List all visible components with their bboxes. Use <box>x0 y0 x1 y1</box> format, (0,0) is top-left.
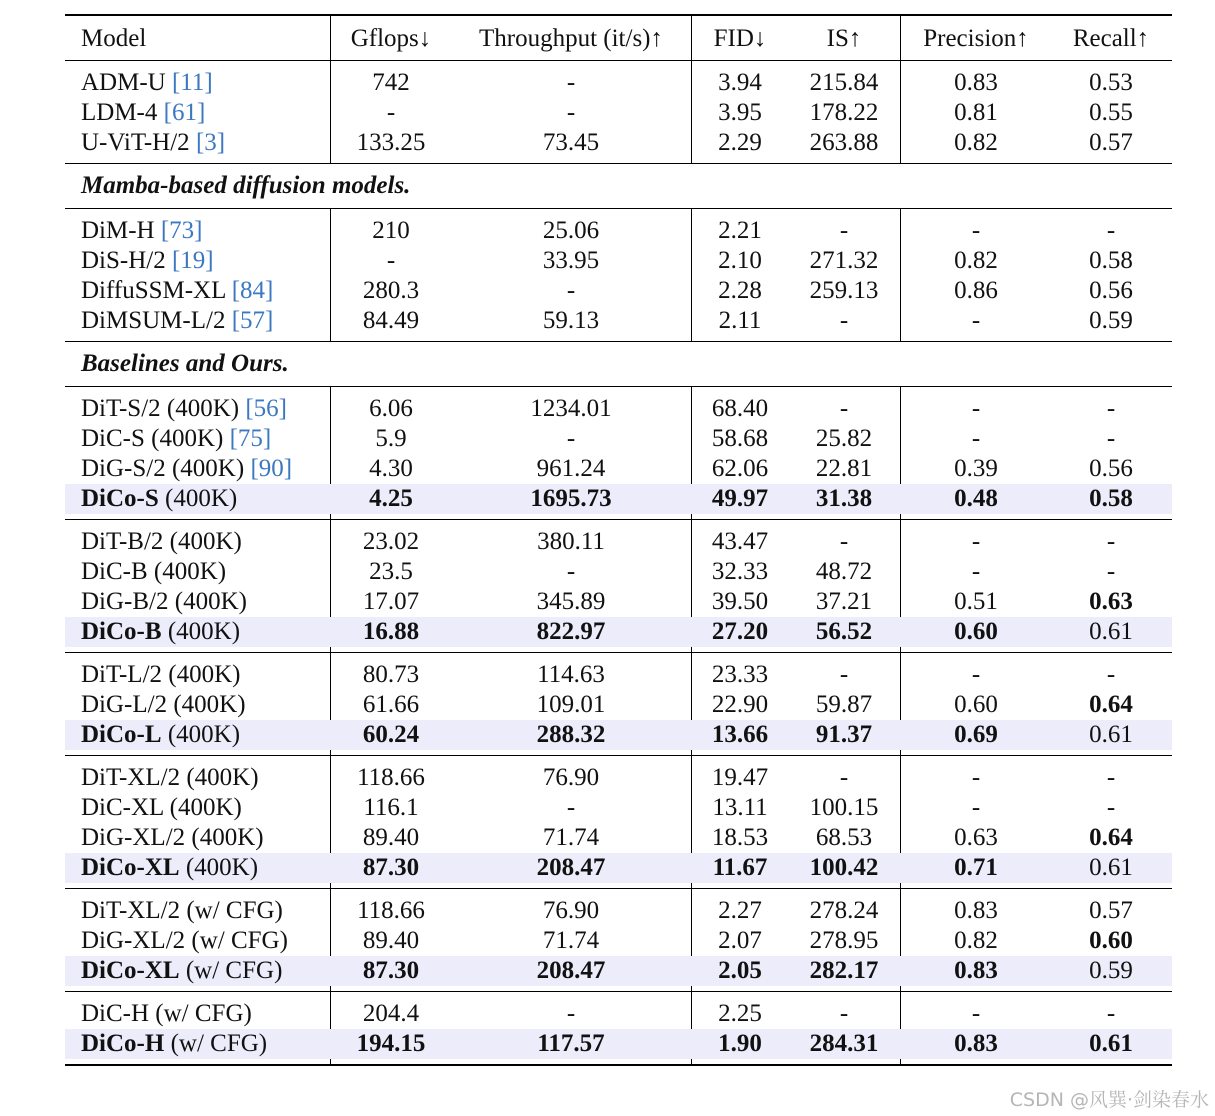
precision-cell: - <box>971 1000 981 1027</box>
gflops-cell: 23.5 <box>369 558 413 585</box>
gflops-cell: 133.25 <box>356 129 426 156</box>
is-cell: - <box>839 764 849 791</box>
model-name: DiC-H (w/ CFG) <box>81 1000 252 1027</box>
precision-cell: 0.48 <box>954 485 998 512</box>
recall-cell: 0.61 <box>1089 618 1133 645</box>
gflops-cell: 17.07 <box>362 588 420 615</box>
precision-cell: 0.86 <box>954 277 998 304</box>
precision-cell: - <box>971 661 981 688</box>
table-row <box>65 793 1172 823</box>
recall-cell: - <box>1106 217 1116 244</box>
table-row <box>65 216 1172 246</box>
recall-cell: - <box>1106 794 1116 821</box>
gflops-cell: 16.88 <box>362 618 420 645</box>
recall-cell: 0.58 <box>1089 247 1133 274</box>
model-setting: (400K) <box>158 485 238 512</box>
precision-cell: - <box>971 425 981 452</box>
throughput-cell: 822.97 <box>536 618 606 645</box>
throughput-cell: 109.01 <box>536 691 606 718</box>
fid-cell: 2.28 <box>718 277 762 304</box>
model-cell <box>81 999 252 1029</box>
gflops-cell: 89.40 <box>362 824 420 851</box>
model-cell <box>81 246 214 276</box>
table-row <box>65 926 1172 956</box>
throughput-cell: - <box>566 794 576 821</box>
is-cell: 31.38 <box>815 485 873 512</box>
model-name: DiM-H <box>81 217 161 244</box>
recall-cell: - <box>1106 528 1116 555</box>
model-cell <box>81 68 213 98</box>
precision-cell: - <box>971 307 981 334</box>
model-name: DiC-XL (400K) <box>81 794 242 821</box>
precision-cell: 0.39 <box>954 455 998 482</box>
section-title <box>65 342 1172 386</box>
table-row <box>65 999 1172 1029</box>
header-is: IS↑ <box>826 25 862 52</box>
header-recall: Recall↑ <box>1072 25 1150 52</box>
model-cell <box>81 527 242 557</box>
is-cell: 271.32 <box>809 247 879 274</box>
model-cell <box>81 896 283 926</box>
precision-cell: 0.71 <box>954 854 998 881</box>
fid-cell: 27.20 <box>711 618 769 645</box>
throughput-cell: 345.89 <box>536 588 606 615</box>
recall-cell: 0.58 <box>1089 485 1133 512</box>
table-header <box>65 16 1172 60</box>
table-row <box>65 587 1172 617</box>
table-row-ours <box>65 1029 1172 1059</box>
citation-link[interactable]: [3] <box>195 129 226 156</box>
recall-cell: - <box>1106 425 1116 452</box>
precision-cell: 0.83 <box>954 1030 998 1057</box>
model-setting: (400K) <box>161 721 241 748</box>
throughput-cell: 73.45 <box>542 129 600 156</box>
fid-cell: 22.90 <box>711 691 769 718</box>
precision-cell: 0.51 <box>954 588 998 615</box>
table-group <box>65 520 1172 652</box>
model-name: DiT-XL/2 (w/ CFG) <box>81 897 283 924</box>
is-cell: 263.88 <box>809 129 879 156</box>
table-row-ours <box>65 956 1172 986</box>
table-row <box>65 557 1172 587</box>
gflops-cell: 4.30 <box>369 455 413 482</box>
fid-cell: 2.05 <box>718 957 762 984</box>
model-setting: (400K) <box>161 618 241 645</box>
is-cell: - <box>839 395 849 422</box>
throughput-cell: - <box>566 277 576 304</box>
recall-cell: 0.60 <box>1089 927 1133 954</box>
model-cell <box>81 763 259 793</box>
model-cell <box>81 276 273 306</box>
precision-cell: - <box>971 217 981 244</box>
model-cell <box>81 720 240 750</box>
model-cell <box>81 394 287 424</box>
gflops-cell: 742 <box>372 69 410 96</box>
gflops-cell: - <box>386 99 396 126</box>
precision-cell: 0.82 <box>954 927 998 954</box>
precision-cell: 0.82 <box>954 129 998 156</box>
table-row <box>65 394 1172 424</box>
throughput-cell: 1695.73 <box>530 485 612 512</box>
model-name: DiffuSSM-XL <box>81 277 232 304</box>
precision-cell: 0.63 <box>954 824 998 851</box>
table-group <box>65 756 1172 888</box>
table-row <box>65 763 1172 793</box>
model-cell <box>81 98 205 128</box>
recall-cell: - <box>1106 395 1116 422</box>
throughput-cell: - <box>566 99 576 126</box>
is-cell: 259.13 <box>809 277 879 304</box>
is-cell: 91.37 <box>815 721 873 748</box>
citation-link[interactable]: [84] <box>231 277 274 304</box>
model-name: DiCo-XL <box>81 957 180 984</box>
throughput-cell: 208.47 <box>536 957 606 984</box>
fid-cell: 2.21 <box>718 217 762 244</box>
gflops-cell: 116.1 <box>363 794 419 821</box>
table-row <box>65 98 1172 128</box>
throughput-cell: 117.57 <box>537 1030 605 1057</box>
citation-link[interactable]: [56] <box>245 395 288 422</box>
gflops-cell: 210 <box>372 217 410 244</box>
table-row <box>65 454 1172 484</box>
fid-cell: 11.67 <box>712 854 768 881</box>
section-title-text: Baselines and Ours. <box>81 350 289 377</box>
model-name: DiT-XL/2 (400K) <box>81 764 259 791</box>
precision-cell: 0.83 <box>954 897 998 924</box>
throughput-cell: 33.95 <box>542 247 600 274</box>
table-row <box>65 306 1172 336</box>
is-cell: - <box>839 1000 849 1027</box>
model-name: ADM-U <box>81 69 172 96</box>
recall-cell: 0.64 <box>1089 824 1133 851</box>
table-body <box>65 60 1172 1064</box>
fid-cell: 49.97 <box>711 485 769 512</box>
throughput-cell: - <box>566 69 576 96</box>
model-name: U-ViT-H/2 <box>81 129 196 156</box>
citation-link[interactable]: [75] <box>229 425 272 452</box>
recall-cell: - <box>1106 661 1116 688</box>
model-name: DiT-L/2 (400K) <box>81 661 241 688</box>
model-name: DiG-S/2 (400K) <box>81 455 251 482</box>
table-row <box>65 823 1172 853</box>
table-row-ours <box>65 720 1172 750</box>
model-cell <box>81 926 288 956</box>
model-name: DiCo-B <box>81 618 162 645</box>
is-cell: 59.87 <box>815 691 873 718</box>
recall-cell: - <box>1106 764 1116 791</box>
model-cell <box>81 128 225 158</box>
precision-cell: - <box>971 764 981 791</box>
gflops-cell: 194.15 <box>356 1030 426 1057</box>
precision-cell: 0.83 <box>954 69 998 96</box>
recall-cell: 0.63 <box>1089 588 1133 615</box>
model-name: DiG-XL/2 (w/ CFG) <box>81 927 288 954</box>
model-name: DiMSUM-L/2 <box>81 307 232 334</box>
model-cell <box>81 1029 267 1059</box>
gflops-cell: 60.24 <box>362 721 420 748</box>
precision-cell: - <box>971 528 981 555</box>
recall-cell: 0.59 <box>1089 957 1133 984</box>
is-cell: 56.52 <box>815 618 873 645</box>
model-cell <box>81 424 271 454</box>
precision-cell: 0.60 <box>954 618 998 645</box>
model-name: DiG-XL/2 (400K) <box>81 824 264 851</box>
throughput-cell: 114.63 <box>537 661 605 688</box>
is-cell: 282.17 <box>809 957 879 984</box>
recall-cell: 0.64 <box>1089 691 1133 718</box>
gflops-cell: 89.40 <box>362 927 420 954</box>
is-cell: 100.42 <box>809 854 879 881</box>
model-cell <box>81 617 240 647</box>
table-row <box>65 424 1172 454</box>
table-group <box>65 889 1172 991</box>
section-title-text: Mamba-based diffusion models. <box>81 172 411 199</box>
is-cell: 37.21 <box>815 588 873 615</box>
precision-cell: 0.69 <box>954 721 998 748</box>
is-cell: 215.84 <box>809 69 879 96</box>
header-throughput: Throughput (it/s)↑ <box>478 25 664 52</box>
header-model: Model <box>81 25 147 52</box>
precision-cell: 0.83 <box>954 957 998 984</box>
model-name: DiCo-H <box>81 1030 165 1057</box>
model-cell <box>81 660 240 690</box>
table-group <box>65 209 1172 341</box>
throughput-cell: 59.13 <box>542 307 600 334</box>
model-name: LDM-4 <box>81 99 164 126</box>
header-gflops: Gflops↓ <box>350 25 432 52</box>
is-cell: - <box>839 307 849 334</box>
fid-cell: 2.25 <box>718 1000 762 1027</box>
throughput-cell: 208.47 <box>536 854 606 881</box>
fid-cell: 2.27 <box>718 897 762 924</box>
fid-cell: 68.40 <box>711 395 769 422</box>
model-cell <box>81 484 237 514</box>
citation-link[interactable]: [57] <box>231 307 274 334</box>
gflops-cell: 5.9 <box>375 425 407 452</box>
recall-cell: 0.61 <box>1089 1030 1133 1057</box>
model-setting: (w/ CFG) <box>179 957 283 984</box>
recall-cell: - <box>1106 558 1116 585</box>
recall-cell: 0.55 <box>1089 99 1133 126</box>
model-cell <box>81 853 258 883</box>
gflops-cell: 80.73 <box>362 661 420 688</box>
table-row <box>65 660 1172 690</box>
fid-cell: 2.11 <box>718 307 762 334</box>
recall-cell: 0.56 <box>1089 277 1133 304</box>
gflops-cell: 118.66 <box>357 764 425 791</box>
fid-cell: 3.95 <box>718 99 762 126</box>
recall-cell: 0.59 <box>1089 307 1133 334</box>
model-cell <box>81 216 203 246</box>
gflops-cell: 87.30 <box>362 957 420 984</box>
model-setting: (w/ CFG) <box>164 1030 268 1057</box>
is-cell: 68.53 <box>815 824 873 851</box>
is-cell: 284.31 <box>809 1030 879 1057</box>
is-cell: 100.15 <box>809 794 879 821</box>
throughput-cell: 288.32 <box>536 721 606 748</box>
model-name: DiC-S (400K) <box>81 425 230 452</box>
precision-cell: - <box>971 395 981 422</box>
model-name: DiS-H/2 <box>81 247 172 274</box>
gflops-cell: 84.49 <box>362 307 420 334</box>
is-cell: 278.24 <box>809 897 879 924</box>
header-precision: Precision↑ <box>923 25 1029 52</box>
table-group <box>65 61 1172 163</box>
precision-cell: 0.82 <box>954 247 998 274</box>
throughput-cell: 76.90 <box>542 897 600 924</box>
model-cell <box>81 454 292 484</box>
model-name: DiCo-S <box>81 485 159 512</box>
precision-cell: - <box>971 558 981 585</box>
model-name: DiC-B (400K) <box>81 558 227 585</box>
throughput-cell: 76.90 <box>542 764 600 791</box>
fid-cell: 13.66 <box>711 721 769 748</box>
throughput-cell: - <box>566 1000 576 1027</box>
table-bottom-rule <box>65 1064 1172 1066</box>
fid-cell: 2.07 <box>718 927 762 954</box>
model-name: DiT-B/2 (400K) <box>81 528 242 555</box>
table-group <box>65 992 1172 1064</box>
fid-cell: 39.50 <box>711 588 769 615</box>
is-cell: - <box>839 217 849 244</box>
model-name: DiG-B/2 (400K) <box>81 588 247 615</box>
citation-link[interactable]: [19] <box>171 247 214 274</box>
gflops-cell: - <box>386 247 396 274</box>
fid-cell: 1.90 <box>718 1030 762 1057</box>
fid-cell: 13.11 <box>712 794 768 821</box>
table-row <box>65 128 1172 158</box>
table-row <box>65 896 1172 926</box>
section-title <box>65 164 1172 208</box>
gflops-cell: 23.02 <box>362 528 420 555</box>
is-cell: 25.82 <box>815 425 873 452</box>
model-cell <box>81 557 226 587</box>
recall-cell: 0.61 <box>1089 721 1133 748</box>
is-cell: - <box>839 528 849 555</box>
model-name: DiT-S/2 (400K) <box>81 395 246 422</box>
recall-cell: 0.57 <box>1089 129 1133 156</box>
throughput-cell: 71.74 <box>542 927 600 954</box>
precision-cell: 0.81 <box>954 99 998 126</box>
citation-link[interactable]: [61] <box>163 99 206 126</box>
table-row-ours <box>65 853 1172 883</box>
gflops-cell: 61.66 <box>362 691 420 718</box>
is-cell: 48.72 <box>815 558 873 585</box>
fid-cell: 2.10 <box>718 247 762 274</box>
model-name: DiG-L/2 (400K) <box>81 691 246 718</box>
table-row-ours <box>65 484 1172 514</box>
throughput-cell: 380.11 <box>537 528 605 555</box>
model-setting: (400K) <box>179 854 259 881</box>
model-cell <box>81 306 273 336</box>
results-table <box>65 14 1172 1066</box>
table-row <box>65 690 1172 720</box>
throughput-cell: 25.06 <box>542 217 600 244</box>
gflops-cell: 4.25 <box>369 485 413 512</box>
fid-cell: 62.06 <box>711 455 769 482</box>
watermark: CSDN @风巽·剑染春水 <box>1009 1089 1209 1111</box>
table-row <box>65 527 1172 557</box>
table-row <box>65 276 1172 306</box>
is-cell: 22.81 <box>815 455 873 482</box>
throughput-cell: - <box>566 425 576 452</box>
table-group <box>65 653 1172 755</box>
recall-cell: - <box>1106 1000 1116 1027</box>
throughput-cell: 1234.01 <box>530 395 612 422</box>
fid-cell: 43.47 <box>711 528 769 555</box>
model-cell <box>81 823 264 853</box>
citation-link[interactable]: [90] <box>250 455 293 482</box>
citation-link[interactable]: [11] <box>171 69 213 96</box>
recall-cell: 0.57 <box>1089 897 1133 924</box>
model-name: DiCo-L <box>81 721 162 748</box>
is-cell: 278.95 <box>809 927 879 954</box>
model-cell <box>81 587 247 617</box>
header-fid: FID↓ <box>713 25 767 52</box>
throughput-cell: 961.24 <box>536 455 606 482</box>
model-cell <box>81 956 282 986</box>
fid-cell: 23.33 <box>711 661 769 688</box>
recall-cell: 0.56 <box>1089 455 1133 482</box>
is-cell: 178.22 <box>809 99 879 126</box>
gflops-cell: 280.3 <box>362 277 420 304</box>
table-row-ours <box>65 617 1172 647</box>
model-name: DiCo-XL <box>81 854 180 881</box>
throughput-cell: - <box>566 558 576 585</box>
table-row <box>65 68 1172 98</box>
fid-cell: 32.33 <box>711 558 769 585</box>
fid-cell: 18.53 <box>711 824 769 851</box>
table-group <box>65 387 1172 519</box>
fid-cell: 19.47 <box>711 764 769 791</box>
fid-cell: 58.68 <box>711 425 769 452</box>
throughput-cell: 71.74 <box>542 824 600 851</box>
gflops-cell: 87.30 <box>362 854 420 881</box>
fid-cell: 3.94 <box>718 69 762 96</box>
citation-link[interactable]: [73] <box>160 217 203 244</box>
precision-cell: 0.60 <box>954 691 998 718</box>
precision-cell: - <box>971 794 981 821</box>
gflops-cell: 204.4 <box>362 1000 420 1027</box>
gflops-cell: 6.06 <box>369 395 413 422</box>
model-cell <box>81 793 242 823</box>
recall-cell: 0.53 <box>1089 69 1133 96</box>
is-cell: - <box>839 661 849 688</box>
gflops-cell: 118.66 <box>357 897 425 924</box>
model-cell <box>81 690 246 720</box>
fid-cell: 2.29 <box>718 129 762 156</box>
table-row <box>65 246 1172 276</box>
recall-cell: 0.61 <box>1089 854 1133 881</box>
